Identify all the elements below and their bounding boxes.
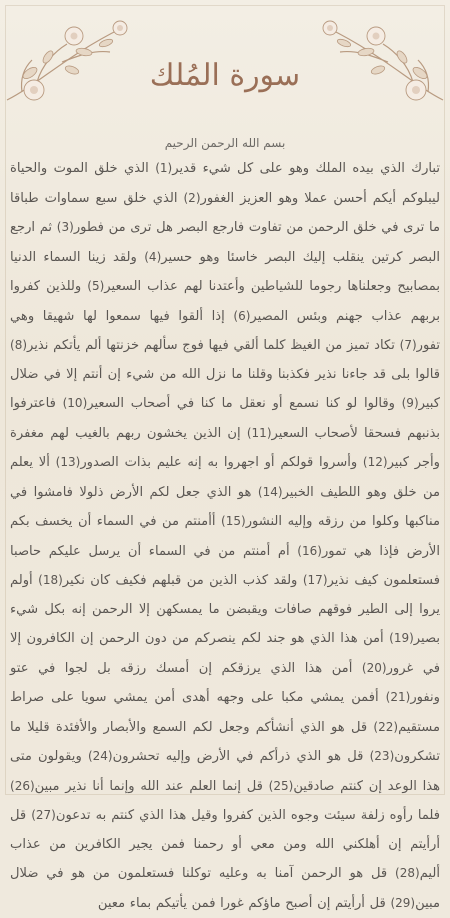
verse-text: وللذين كفروا بربهم عذاب جهنم وبئس المصير bbox=[10, 279, 440, 324]
verse bbox=[10, 338, 395, 353]
verse-text: أمن هذا الذي هو جند لكم ينصركم من دون الرحمن إن الكافرون إلا في غرور bbox=[10, 631, 441, 676]
verse-number: (29) bbox=[390, 895, 416, 910]
verse-text: إن الذين يخشون ربهم بالغيب لهم مغفرة وأجر كبير bbox=[10, 425, 440, 470]
verse-number: (5) bbox=[87, 279, 105, 293]
verse-number: (12) bbox=[362, 455, 388, 469]
verse-text: تبارك الذي بيده الملك وهو على كل شيء قدير bbox=[172, 161, 441, 176]
verse-number: (28) bbox=[395, 866, 420, 880]
verse bbox=[10, 779, 263, 794]
verse-number: (2) bbox=[183, 190, 201, 205]
verse-number: (22) bbox=[373, 719, 399, 734]
verse-text: ولقد زينا السماء الدنيا بمصابيح وجعلناها رجوما للشياطين وأعتدنا لهم عذاب السعير bbox=[10, 249, 440, 294]
verse bbox=[63, 396, 395, 411]
verse-text: قل هو الذي ذرأكم في الأرض وإليه تحشرون bbox=[112, 749, 364, 764]
verse-text: ولقد كذب الذين من قبلهم فكيف كان نكير bbox=[62, 573, 298, 588]
surah-title: سورة المُلك bbox=[149, 58, 301, 93]
verse-text: أمن هذا الذي يرزقكم إن أمسك رزقه بل لجوا في عتو ونفور bbox=[10, 660, 440, 705]
verse-number: (26) bbox=[10, 778, 35, 793]
verse-number: (19) bbox=[389, 631, 414, 645]
verse-text: قل هو الذي أنشأكم وجعل لكم السمع والأبصار والأفئدة قليلا ما تشكرون bbox=[10, 719, 440, 764]
verse-text: ويقولون متى هذا الوعد إن كنتم صادقين bbox=[10, 749, 440, 794]
verse-text: قل أرأيتم إن أهلكني الله ومن معي أو رحمنا فمن يجير الكافرين من عذاب أليم bbox=[10, 808, 440, 881]
verse-text: أم أمنتم من في السماء أن يرسل عليكم حاصبا فستعلمون كيف نذير bbox=[10, 543, 440, 588]
verse-text: وقالوا لو كنا نسمع أو نعقل ما كنا في أصحاب السعير bbox=[87, 396, 395, 411]
verse-text: أفمن يمشي مكبا على وجهه أهدى أمن يمشي سويا على صراط مستقيم bbox=[10, 690, 440, 735]
basmala: بسم الله الرحمن الرحيم bbox=[164, 136, 286, 150]
verse-number: (1) bbox=[155, 161, 173, 175]
verse-text: قل أرأيتم إن أصبح ماؤكم غورا فمن يأتيكم بماء معين bbox=[97, 895, 386, 911]
verse-number: (15) bbox=[221, 514, 246, 528]
verse-number: (21) bbox=[385, 690, 411, 704]
verse bbox=[155, 161, 440, 176]
verse-text: قل إنما العلم عند الله وإنما أنا نذير مبين bbox=[34, 778, 263, 794]
verse-text: الذي خلق الموت والحياة ليبلوكم أيكم أحسن عملا وهو العزيز الغفور bbox=[10, 161, 440, 206]
verse-text: فاعترفوا بذنبهم فسحقا لأصحاب السعير bbox=[10, 396, 440, 441]
verse-number: (14) bbox=[257, 484, 283, 499]
verse bbox=[98, 896, 386, 911]
header bbox=[0, 0, 450, 118]
verse-text: وأسروا قولكم أو اجهروا به إنه عليم بذات الصدور bbox=[80, 455, 358, 470]
verse-number: (23) bbox=[369, 749, 395, 763]
verse-number: (24) bbox=[87, 749, 113, 763]
verse bbox=[31, 808, 440, 823]
verse-number: (16) bbox=[297, 543, 322, 558]
verse-text: قل هو الرحمن آمنا به وعليه توكلنا فستعلمون من هو في ضلال مبين bbox=[10, 866, 440, 911]
verse-number: (13) bbox=[55, 455, 81, 469]
verse-text: هو الذي جعل لكم الأرض ذلولا فامشوا في مناكبها وكلوا من رزقه وإليه النشور bbox=[10, 484, 440, 529]
verse-number: (18) bbox=[38, 573, 63, 587]
verse bbox=[56, 455, 358, 470]
verse-number: (6) bbox=[233, 308, 251, 323]
verses-body bbox=[10, 154, 440, 918]
verse-text: ثم ارجع البصر كرتين ينقلب إليك البصر خاسئا وهو حسير bbox=[10, 220, 440, 265]
verse-number: (8) bbox=[10, 338, 28, 352]
verse-text: الذي خلق سبع سماوات طباقا ما ترى في خلق الرحمن من تفاوت فارجع البصر هل ترى من فطور bbox=[10, 190, 440, 235]
verse-number: (9) bbox=[401, 396, 419, 410]
verse-text: قالوا بلى قد جاءنا نذير فكذبنا وقلنا ما نزل الله من شيء إن أنتم إلا في ضلال كبير bbox=[10, 366, 440, 411]
verse-text: تكاد تميز من الغيظ كلما ألقي فيها فوج سألهم خزنتها ألم يأتكم نذير bbox=[27, 338, 395, 353]
verse bbox=[38, 573, 297, 588]
verse-number: (3) bbox=[56, 220, 74, 234]
verse-number: (25) bbox=[268, 778, 294, 793]
verse-text: فلما رأوه زلفة سيئت وجوه الذين كفروا وقيل هذا الذي كنتم به تدعون bbox=[55, 808, 440, 823]
verse-text: أأمنتم من في السماء أن يخسف بكم الأرض فإذا هي تمور bbox=[10, 514, 440, 559]
verse-number: (10) bbox=[62, 396, 88, 410]
verse-number: (27) bbox=[31, 808, 56, 822]
verse-text: أولم يروا إلى الطير فوقهم صافات ويقبضن ما يمسكهن إلا الرحمن إنه بكل شيء بصير bbox=[10, 573, 440, 646]
verse-number: (17) bbox=[302, 573, 328, 587]
verse-number: (11) bbox=[246, 425, 272, 440]
verse bbox=[88, 749, 363, 764]
verse-number: (7) bbox=[399, 338, 417, 352]
verse-number: (20) bbox=[361, 660, 387, 675]
verse-number: (4) bbox=[144, 249, 162, 264]
verse-text: إذا ألقوا فيها سمعوا لها شهيقا وهي تفور bbox=[10, 308, 440, 353]
verse-text: ألا يعلم من خلق وهو اللطيف الخبير bbox=[10, 455, 440, 500]
